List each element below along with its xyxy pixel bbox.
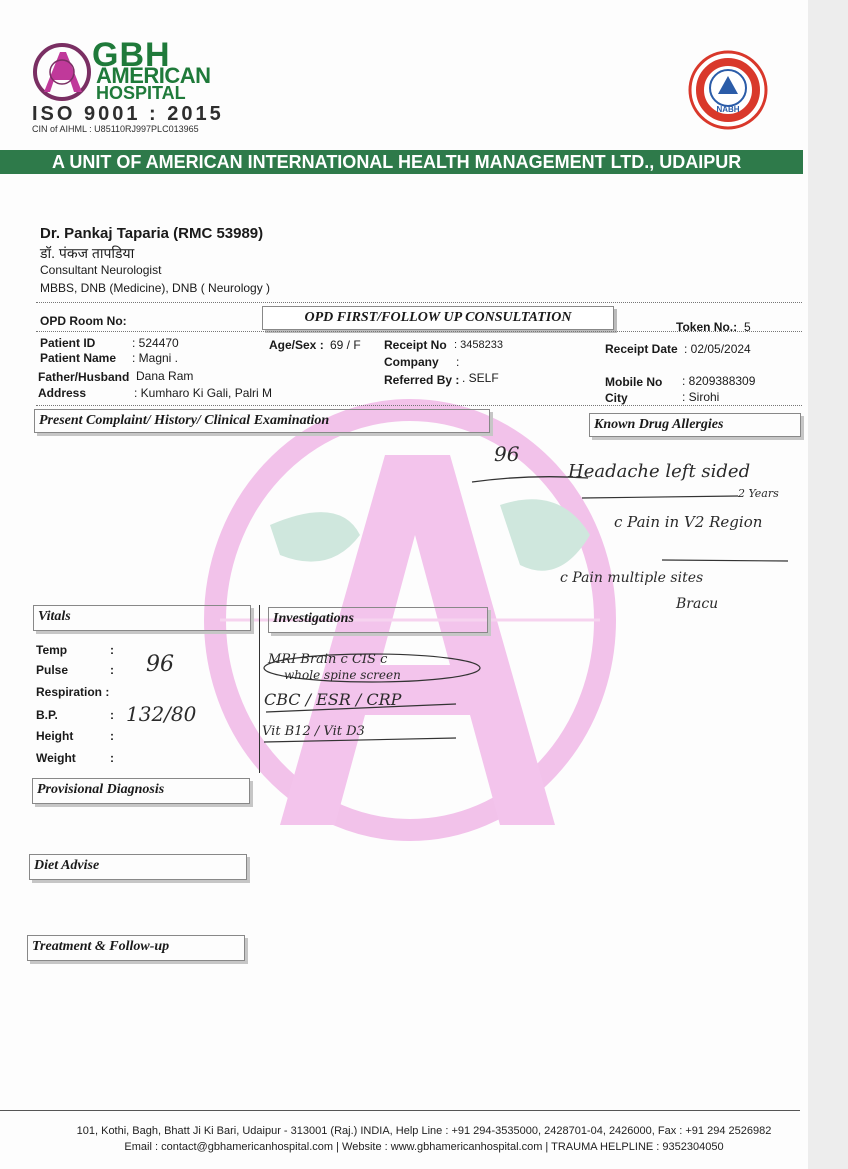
agesex-label: Age/Sex : [269, 338, 324, 352]
address-value: : Kumharo Ki Gali, Palri M [134, 386, 273, 400]
investigations-section-header: Investigations [268, 607, 488, 633]
hw-underline [580, 492, 740, 502]
hw-investigation-3: CBC / ESR / CRP [264, 690, 402, 709]
footer-contact: Email : contact@gbhamericanhospital.com | Website : www.gbhamericanhospital.com | TRAUMA HELPLINE : 9352304050 [124, 1141, 724, 1153]
city-value: : Sirohi [682, 390, 720, 404]
allergies-section-header: Known Drug Allergies [589, 413, 801, 437]
divider [36, 331, 802, 332]
receipt-no-value: : 3458233 [454, 339, 503, 351]
colon: : [110, 729, 114, 743]
nabh-label: NABH [716, 105, 740, 114]
treatment-followup-header: Treatment & Follow-up [27, 935, 245, 961]
doctor-degrees: MBBS, DNB (Medicine), DNB ( Neurology ) [40, 281, 271, 295]
footer-address: 101, Kothi, Bagh, Bhatt Ji Ki Bari, Udaipur - 313001 (Raj.) INDIA, Help Line : +91 294-3535000, 2428701-04, 2426000, Fax : +91 294 2526982 [76, 1125, 772, 1137]
iso-certification: ISO 9001 : 2015 [32, 103, 224, 125]
unit-banner-text: A UNIT OF AMERICAN INTERNATIONAL HEALTH MANAGEMENT LTD., UDAIPUR [52, 152, 742, 172]
colon: : [110, 663, 114, 677]
address-label: Address [38, 386, 87, 400]
mobile-label: Mobile No [605, 375, 663, 389]
consultation-heading: OPD FIRST/FOLLOW UP CONSULTATION [262, 306, 614, 330]
complaint-section-header: Present Complaint/ History/ Clinical Examination [34, 409, 490, 433]
footer-divider [0, 1110, 800, 1111]
nabh-badge-icon [688, 50, 768, 130]
city-label: City [605, 391, 628, 405]
provisional-diagnosis-header: Provisional Diagnosis [32, 778, 250, 804]
father-value: Dana Ram [136, 369, 194, 383]
father-label: Father/Husband [38, 370, 130, 384]
hw-complaint-3: c Pain in V2 Region [614, 513, 763, 531]
patient-name-value: : Magni . [132, 351, 179, 365]
vital-pulse-value: 96 [146, 652, 174, 677]
divider [36, 302, 802, 303]
vital-pulse-label: Pulse [36, 663, 69, 677]
vitals-section-header: Vitals [33, 605, 251, 631]
colon: : [110, 643, 114, 657]
colon: : [110, 751, 114, 765]
doctor-title: Consultant Neurologist [40, 263, 162, 277]
receipt-date-value: : 02/05/2024 [684, 342, 751, 356]
hw-complaint-4: c Pain multiple sites [560, 570, 704, 586]
diet-advise-header: Diet Advise [29, 854, 247, 880]
vital-weight-label: Weight [36, 751, 76, 765]
colon: : [110, 708, 114, 722]
company-value: : [456, 355, 460, 369]
hw-complaint-2: 2 Years [738, 487, 779, 500]
hospital-logo-icon [32, 42, 92, 102]
token-label: Token No.: [676, 320, 738, 334]
hw-investigation-4: Vit B12 / Vit D3 [262, 724, 365, 739]
referred-by-label: Referred By : [384, 373, 460, 387]
patient-name-label: Patient Name [40, 351, 117, 365]
hw-complaint-5: Bracu [676, 596, 719, 612]
brand-american: AMERICAN [96, 63, 211, 88]
receipt-no-label: Receipt No [384, 338, 447, 352]
hw-age: 96 [494, 442, 520, 466]
divider [36, 405, 802, 406]
scan-edge [808, 0, 848, 1169]
mobile-value: : 8209388309 [682, 374, 756, 388]
hw-investigation-2: whole spine screen [284, 668, 401, 682]
doctor-name: Dr. Pankaj Taparia (RMC 53989) [40, 225, 264, 242]
hw-underline [660, 555, 790, 565]
vital-bp-label: B.P. [36, 708, 58, 722]
agesex-value: 69 / F [330, 338, 361, 352]
cin-number: CIN of AIHML : U85110RJ997PLC013965 [32, 124, 199, 134]
unit-banner [0, 150, 803, 174]
brand-hospital: HOSPITAL [96, 83, 186, 103]
receipt-date-label: Receipt Date [605, 342, 678, 356]
hw-investigation-1: MRI Brain c CIS c [268, 652, 388, 667]
vital-bp-value: 132/80 [126, 702, 197, 726]
vital-respiration-label: Respiration : [36, 685, 110, 699]
hw-complaint-1: Headache left sided [568, 461, 751, 482]
doctor-name-hindi: डॉ. पंकज तापडिया [40, 245, 135, 261]
patient-id-label: Patient ID [40, 336, 96, 350]
company-label: Company [384, 355, 439, 369]
patient-id-value: : 524470 [132, 336, 179, 350]
opd-room-label: OPD Room No: [40, 314, 127, 328]
token-value: 5 [744, 320, 751, 334]
referred-by-value: . SELF [462, 371, 499, 385]
vital-temp-label: Temp [36, 643, 68, 657]
vital-height-label: Height [36, 729, 74, 743]
brand-gbh: GBH [92, 36, 171, 74]
